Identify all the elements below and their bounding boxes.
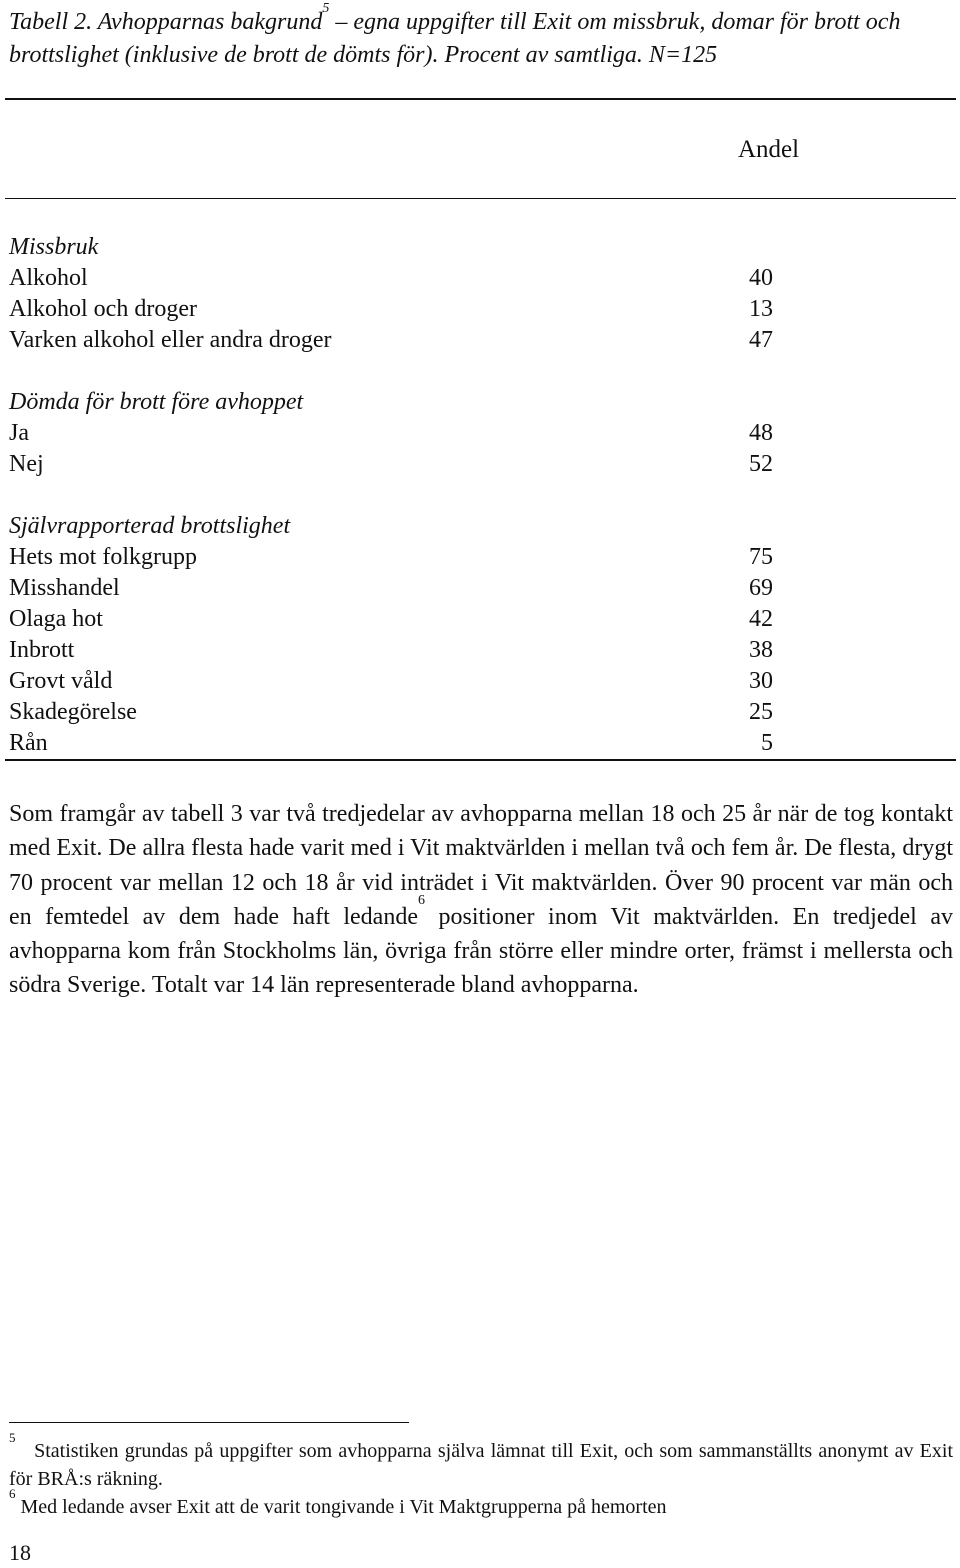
- row-label: Alkohol: [9, 265, 88, 291]
- row-value: 52: [749, 451, 773, 477]
- table-row: [9, 666, 789, 697]
- row-label: Hets mot folkgrupp: [9, 544, 197, 570]
- group-spacer: [9, 480, 789, 511]
- group-heading-domda: Dömda för brott före avhoppet: [9, 389, 304, 415]
- group-heading-missbruk: Missbruk: [9, 234, 99, 260]
- row-label: Varken alkohol eller andra droger: [9, 327, 332, 353]
- row-value: 30: [749, 668, 773, 694]
- paragraph-text: Som framgår av tabell 3 var två tredjedelar av avhopparna mellan 18 och 25 år när de tog kontakt med Exit. De allra flesta hade varit med i Vit maktvärlden i mellan två och fem år. De flesta, drygt 70 procent var mellan 12 och 18 år vid inträdet i Vit maktvärlden. Över 90 procent var män och en femtedel av dem hade haft ledande: [9, 801, 953, 930]
- caption-text: Tabell 2. Avhopparnas bakgrund: [9, 9, 323, 35]
- body-footnote-ref[interactable]: 6: [417, 892, 425, 908]
- caption-footnote-ref[interactable]: 5: [322, 1, 330, 16]
- table-row: [9, 635, 789, 666]
- table-row: [9, 449, 789, 480]
- table-row: [9, 418, 789, 449]
- table-row: [9, 325, 789, 356]
- row-label: Inbrott: [9, 637, 75, 663]
- footnote-mark: 5: [9, 1430, 16, 1445]
- row-value: 48: [749, 420, 773, 446]
- row-value: 75: [749, 544, 773, 570]
- page-number: 18: [9, 1540, 31, 1565]
- table-row: [9, 697, 789, 728]
- row-label: Skadegörelse: [9, 699, 137, 725]
- table-row: [9, 542, 789, 573]
- row-label: Grovt våld: [9, 668, 113, 694]
- row-value: 25: [749, 699, 773, 725]
- group-heading-sjalvrapporterad: Självrapporterad brottslighet: [9, 513, 291, 539]
- table-top-rule: [5, 98, 956, 100]
- footnote-text: Med ledande avser Exit att de varit tongivande i Vit Maktgrupperna på hemorten: [20, 1496, 667, 1518]
- table-header-rule: [5, 198, 956, 199]
- footnote-text: Statistiken grundas på uppgifter som avhopparna själva lämnat till Exit, och som sammanställts anonymt av Exit för BRÅ:s räkning.: [9, 1440, 953, 1490]
- footnote-5: [9, 1430, 953, 1493]
- table-row: [9, 728, 789, 759]
- table-caption: [9, 1, 955, 72]
- table-bottom-rule: [5, 759, 956, 761]
- body-paragraph: [9, 797, 953, 1003]
- footnote-separator: [9, 1422, 409, 1423]
- table-row: [9, 573, 789, 604]
- table-row: [9, 263, 789, 294]
- row-value: 42: [749, 606, 773, 632]
- paragraph-text-continued: positioner inom Vit maktvärlden. En tredjedel av avhopparna kom från Stockholms län, övriga från större eller mindre orter, främst i mellersta och södra Sverige. Totalt var 14 län representerade bland avhopparna.: [9, 903, 953, 999]
- row-label: Olaga hot: [9, 606, 103, 632]
- row-value: 13: [749, 296, 773, 322]
- table-row: [9, 294, 789, 325]
- table-body: [9, 232, 789, 759]
- row-value: 38: [749, 637, 773, 663]
- footnotes: [9, 1430, 953, 1521]
- footnote-6: [9, 1486, 953, 1521]
- row-value: 5: [761, 730, 773, 756]
- row-value: 69: [749, 575, 773, 601]
- column-header-andel: Andel: [738, 136, 800, 163]
- row-label: Rån: [9, 730, 48, 756]
- caption-text-continued: – egna uppgifter till Exit om missbruk, domar för brott och brottslighet (inklusive de brott de dömts för). Procent av samtliga. N=125: [9, 9, 901, 68]
- row-label: Ja: [9, 420, 29, 446]
- table-row: [9, 604, 789, 635]
- row-label: Alkohol och droger: [9, 296, 197, 322]
- row-label: Nej: [9, 451, 44, 477]
- footnote-mark: 6: [9, 1486, 16, 1501]
- row-value: 47: [749, 327, 773, 353]
- group-spacer: [9, 356, 789, 387]
- row-value: 40: [749, 265, 773, 291]
- row-label: Misshandel: [9, 575, 120, 601]
